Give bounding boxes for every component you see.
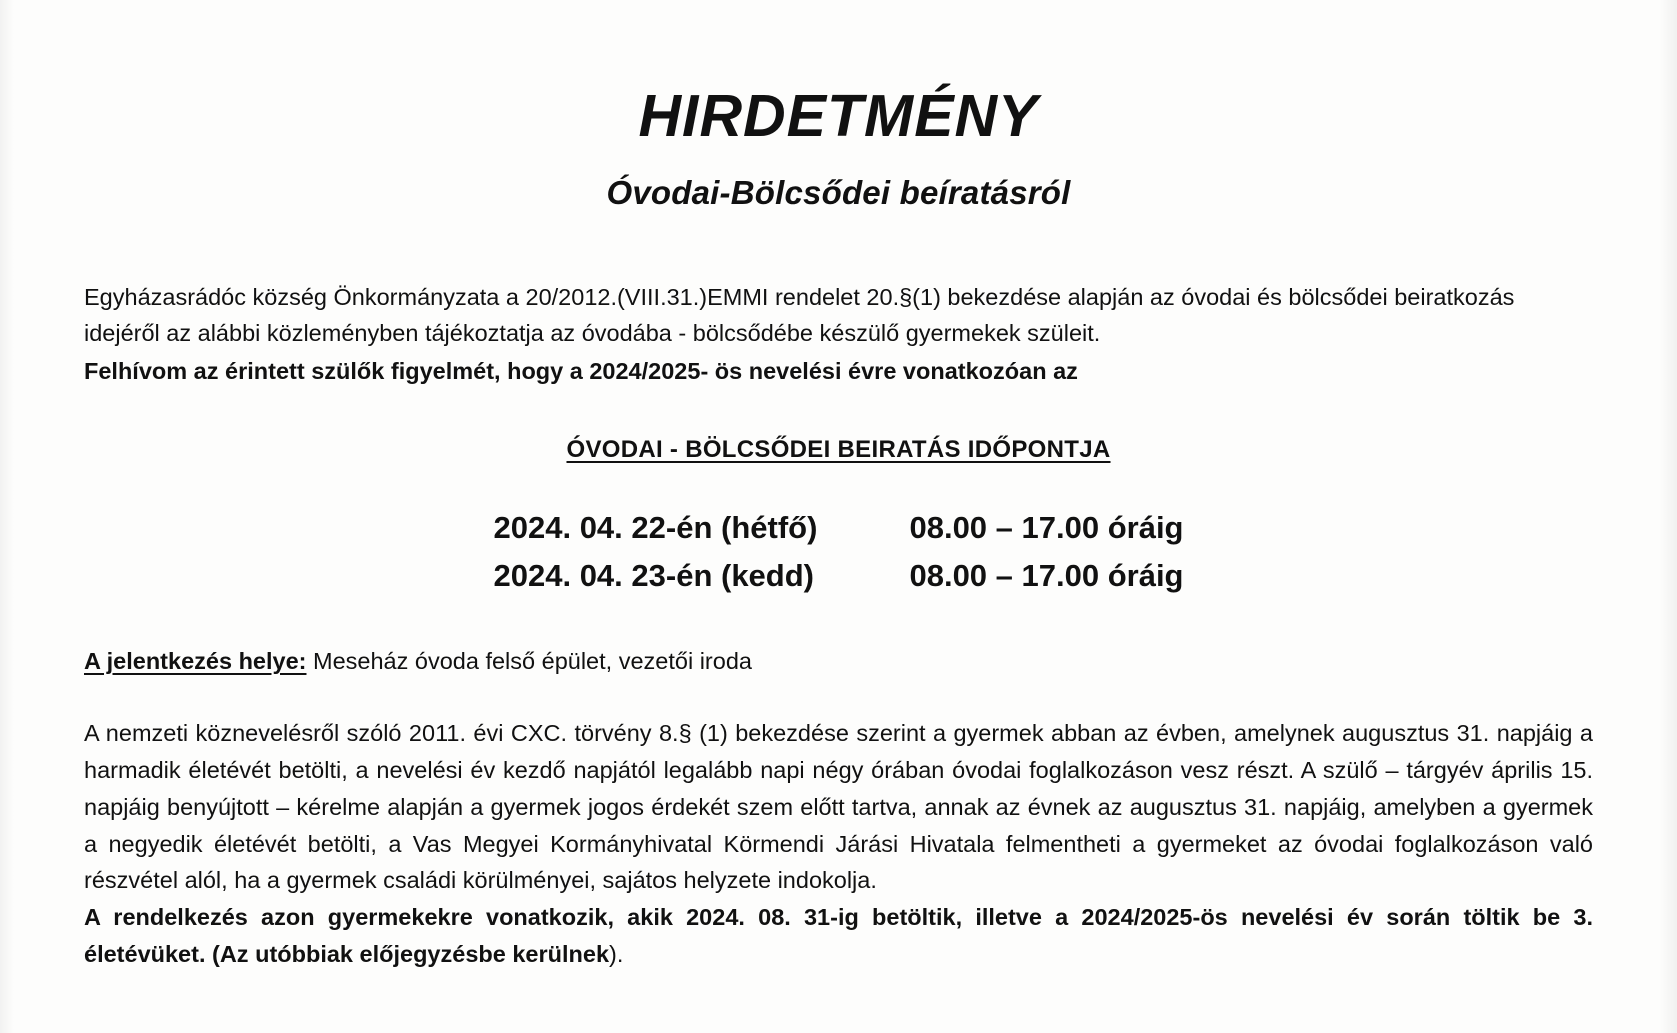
- legal-paragraph-bold: [84, 899, 1593, 973]
- registration-heading-text: ÓVODAI - BÖLCSŐDEI BEIRATÁS IDŐPONTJA: [566, 435, 1111, 463]
- legal-tail-text: ).: [609, 941, 624, 968]
- intro-section: [84, 280, 1593, 390]
- date-hours: 08.00 – 17.00 óráig: [909, 509, 1184, 545]
- legal-body: [84, 715, 1593, 973]
- date-day: 2024. 04. 23-én (kedd): [493, 557, 814, 593]
- date-row: [84, 552, 1593, 600]
- date-row: [84, 504, 1593, 552]
- registration-heading: [84, 436, 1593, 464]
- intro-highlight: Felhívom az érintett szülők figyelmét, hogy a 2024/2025- ös nevelési évre vonatkozóan az: [84, 357, 1078, 384]
- document-subtitle: Óvodai-Bölcsődei beíratásról: [606, 173, 1071, 211]
- place-section: [84, 648, 1593, 675]
- place-value: Meseház óvoda felső épület, vezetői iroda: [313, 647, 752, 674]
- legal-bold-text: A rendelkezés azon gyermekekre vonatkozik, akik 2024. 08. 31-ig betöltik, illetve a 2024/2025-ös nevelési év során töltik be 3. életévüket. (Az utóbbiak előjegyzésbe kerülnek: [84, 904, 1593, 968]
- registration-dates: [84, 504, 1593, 600]
- legal-paragraph: A nemzeti köznevelésről szóló 2011. évi CXC. törvény 8.§ (1) bekezdése szerint a gyermek abban az évben, amelynek augusztus 31. napjáig a harmadik életévét betölti, a nevelési év kezdő napjától legalább napi négy órában óvodai foglalkozáson vesz részt. A szülő – tárgyév április 15. napjáig benyújtott – kérelme alapján a gyermek jogos érdekét szem előtt tartva, annak az évnek az augusztus 31. napjáig, amelyben a gyermek a negyedik életévét betölti, a Vas Megyei Kormányhivatal Körmendi Járási Hivatala felmentheti a gyermeket az óvodai foglalkozáson való részvétel alól, ha a gyermek családi körülményei, sajátos helyzete indokolja.: [84, 719, 1593, 894]
- date-hours: 08.00 – 17.00 óráig: [909, 557, 1184, 593]
- document-title: HIRDETMÉNY: [638, 83, 1039, 149]
- place-label: A jelentkezés helye:: [84, 647, 307, 674]
- date-day: 2024. 04. 22-én (hétfő): [493, 509, 818, 545]
- intro-paragraph: Egyházasrádóc község Önkormányzata a 20/2012.(VIII.31.)EMMI rendelet 20.§(1) bekezdése alapján az óvodai és bölcsődei beiratkozás idejéről az alábbi közleményben tájékoztatja az óvodába - bölcsődébe készülő gyermekek szüleit.: [84, 283, 1515, 346]
